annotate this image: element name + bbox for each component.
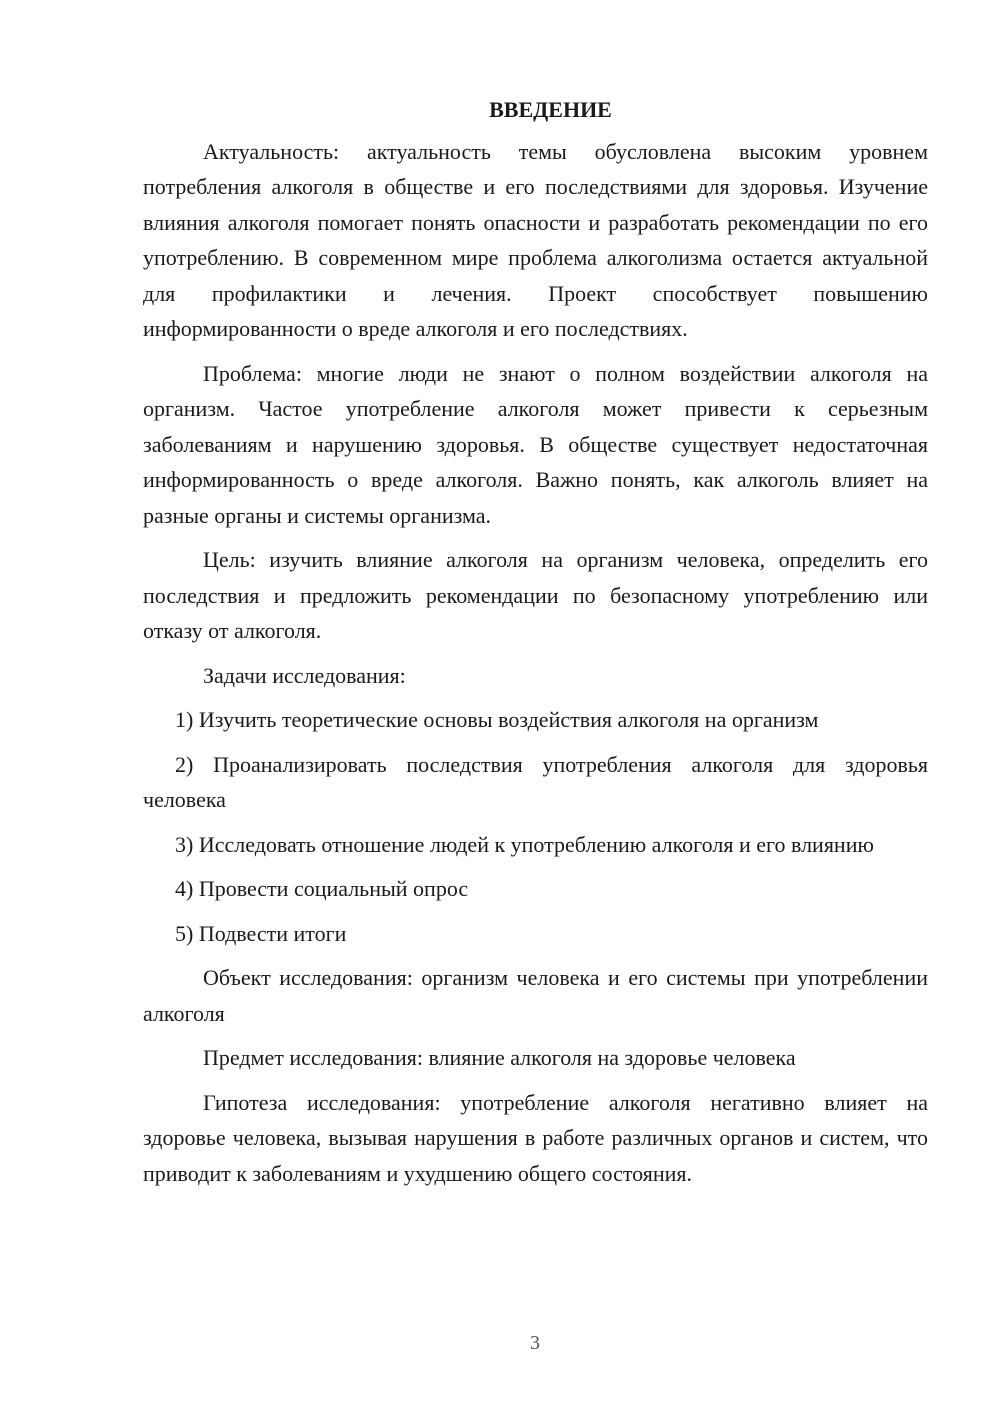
section-title: ВВЕДЕНИЕ <box>489 97 612 122</box>
paragraph-hypothesis: Гипотеза исследования: употребление алкоголя негативно влияет на здоровье человека, вызывая нарушения в работе различных органов и систем, что приводит к заболеваниям и ухудшению общего состояния. <box>143 1089 928 1186</box>
task-item-3: 3) Исследовать отношение людей к употреблению алкоголя и его влиянию <box>175 831 874 857</box>
task-item-1: 1) Изучить теоретические основы воздействия алкоголя на организм <box>175 707 819 732</box>
document-page <box>143 92 928 1200</box>
task-item-5: 5) Подвести итоги <box>175 920 347 946</box>
task-item-2: 2) Проанализировать последствия употребления алкоголя для здоровья человека <box>143 751 928 812</box>
paragraph-object: Объект исследования: организм человека и его системы при употреблении алкоголя <box>143 965 928 1026</box>
paragraph-problem: Проблема: многие люди не знают о полном воздействии алкоголя на организм. Частое употребление алкоголя может привести к серьезным заболеваниям и нарушению здоровья. В обществе существует недостаточная информированность о вреде алкоголя. Важно понять, как алкоголь влияет на разные органы и системы организма. <box>143 360 928 528</box>
task-item-4: 4) Провести социальный опрос <box>175 876 469 901</box>
paragraph-subject: Предмет исследования: влияние алкоголя на здоровье человека <box>203 1045 796 1070</box>
paragraph-goal: Цель: изучить влияние алкоголя на организм человека, определить его последствия и предложить рекомендации по безопасному употреблению или отказу от алкоголя. <box>143 547 928 643</box>
paragraph-relevance: Актуальность: актуальность темы обусловлена высоким уровнем потребления алкоголя в обществе и его последствиями для здоровья. Изучение влияния алкоголя помогает понять опасности и разработать рекомендации по его употреблению. В современном мире проблема алкоголизма остается актуальной для профилактики и лечения. Проект способствует повышению информированности о вреде алкоголя и его последствиях. <box>143 138 928 341</box>
page-number: 3 <box>530 1332 540 1354</box>
tasks-heading: Задачи исследования: <box>203 662 406 688</box>
